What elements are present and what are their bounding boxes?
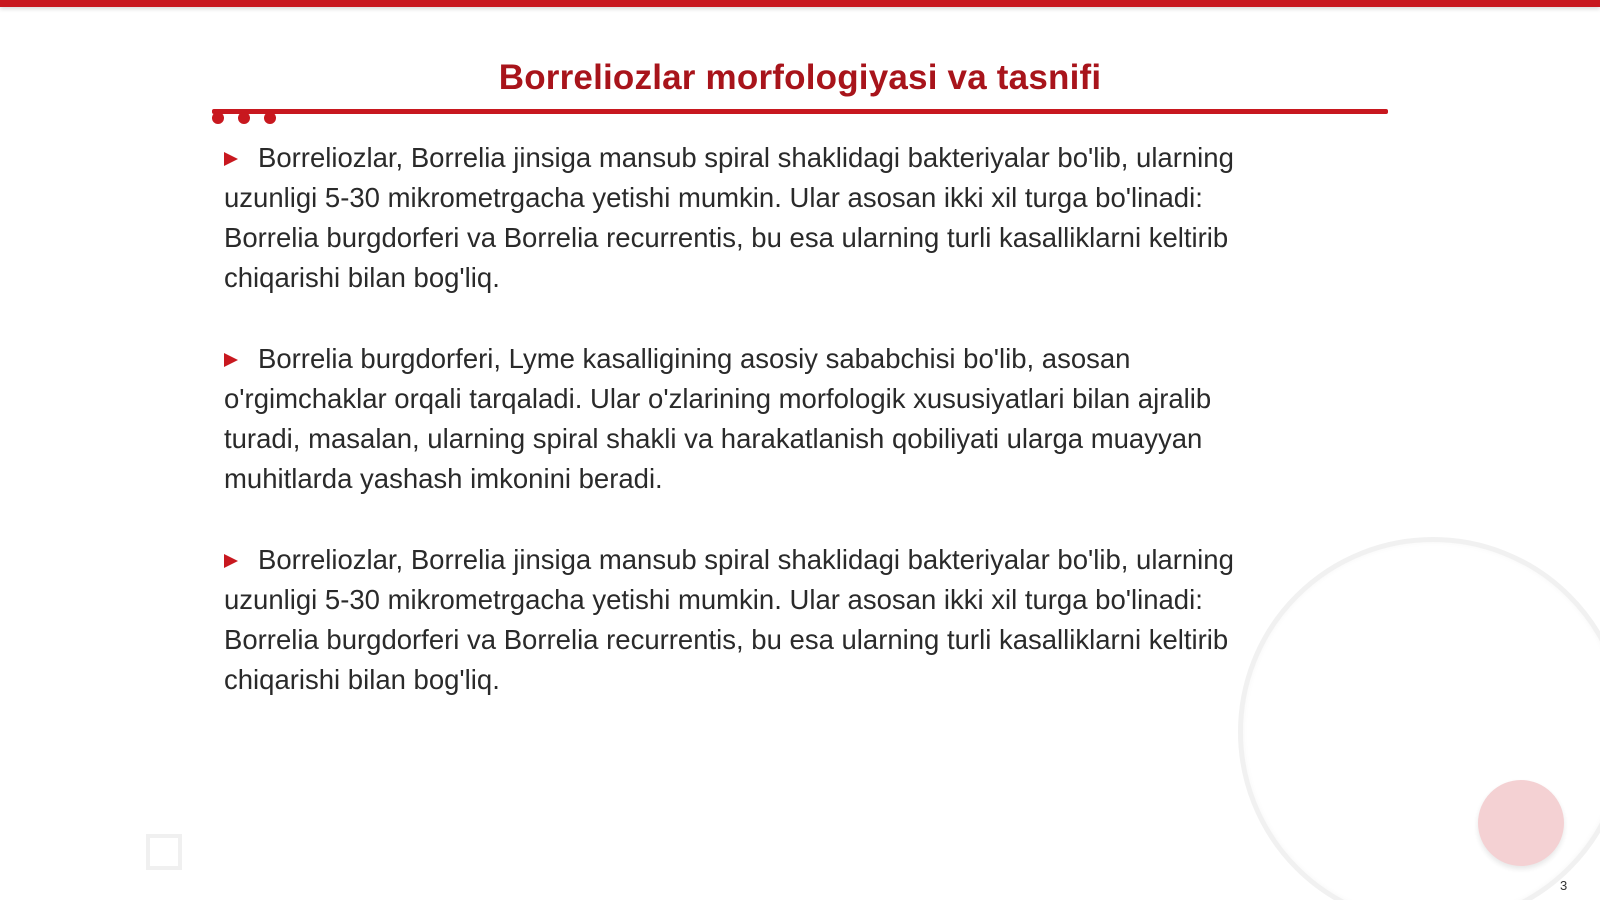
paragraph-line: Borrelia burgdorferi va Borrelia recurrentis, bu esa ularning turli kasalliklarni keltirib [224, 624, 1229, 655]
paragraph-line: o'rgimchaklar orqali tarqaladi. Ular o'zlarining morfologik xususiyatlari bilan ajralib [224, 383, 1212, 414]
paragraph-line: chiqarishi bilan bog'liq. [224, 664, 500, 695]
title-underline [212, 109, 1388, 114]
paragraph-line: muhitlarda yashash imkonini beradi. [224, 463, 663, 494]
underline-dot-icon [212, 112, 224, 124]
paragraph-line: Borreliozlar, Borrelia jinsiga mansub spiral shaklidagi bakteriyalar bo'lib, ularning [258, 544, 1234, 575]
paragraph-line: Borrelia burgdorferi, Lyme kasalligining asosiy sababchisi bo'lib, asosan [258, 343, 1131, 374]
bullet-paragraph-1 [224, 138, 1374, 298]
paragraph-line: uzunligi 5-30 mikrometrgacha yetishi mumkin. Ular asosan ikki xil turga bo'linadi: [224, 584, 1203, 615]
decorative-square [146, 834, 182, 870]
paragraph-line: Borreliozlar, Borrelia jinsiga mansub spiral shaklidagi bakteriyalar bo'lib, ularning [258, 142, 1234, 173]
bullet-paragraph-3 [224, 540, 1374, 700]
bullet-paragraph-2 [224, 339, 1374, 499]
page-number: 3 [1560, 878, 1568, 893]
triangle-right-icon [224, 554, 238, 568]
top-accent-bar [0, 0, 1600, 7]
triangle-right-icon [224, 353, 238, 367]
paragraph-line: Borrelia burgdorferi va Borrelia recurrentis, bu esa ularning turli kasalliklarni keltirib [224, 222, 1229, 253]
underline-dot-icon [238, 112, 250, 124]
slide-title: Borreliozlar morfologiyasi va tasnifi [498, 58, 1102, 97]
decorative-circle [1478, 780, 1564, 866]
underline-dot-icon [264, 112, 276, 124]
content-body [224, 138, 1374, 741]
paragraph-line: turadi, masalan, ularning spiral shakli va harakatlanish qobiliyati ularga muayyan [224, 423, 1203, 454]
paragraph-line: chiqarishi bilan bog'liq. [224, 262, 500, 293]
triangle-right-icon [224, 152, 238, 166]
paragraph-line: uzunligi 5-30 mikrometrgacha yetishi mumkin. Ular asosan ikki xil turga bo'linadi: [224, 182, 1203, 213]
